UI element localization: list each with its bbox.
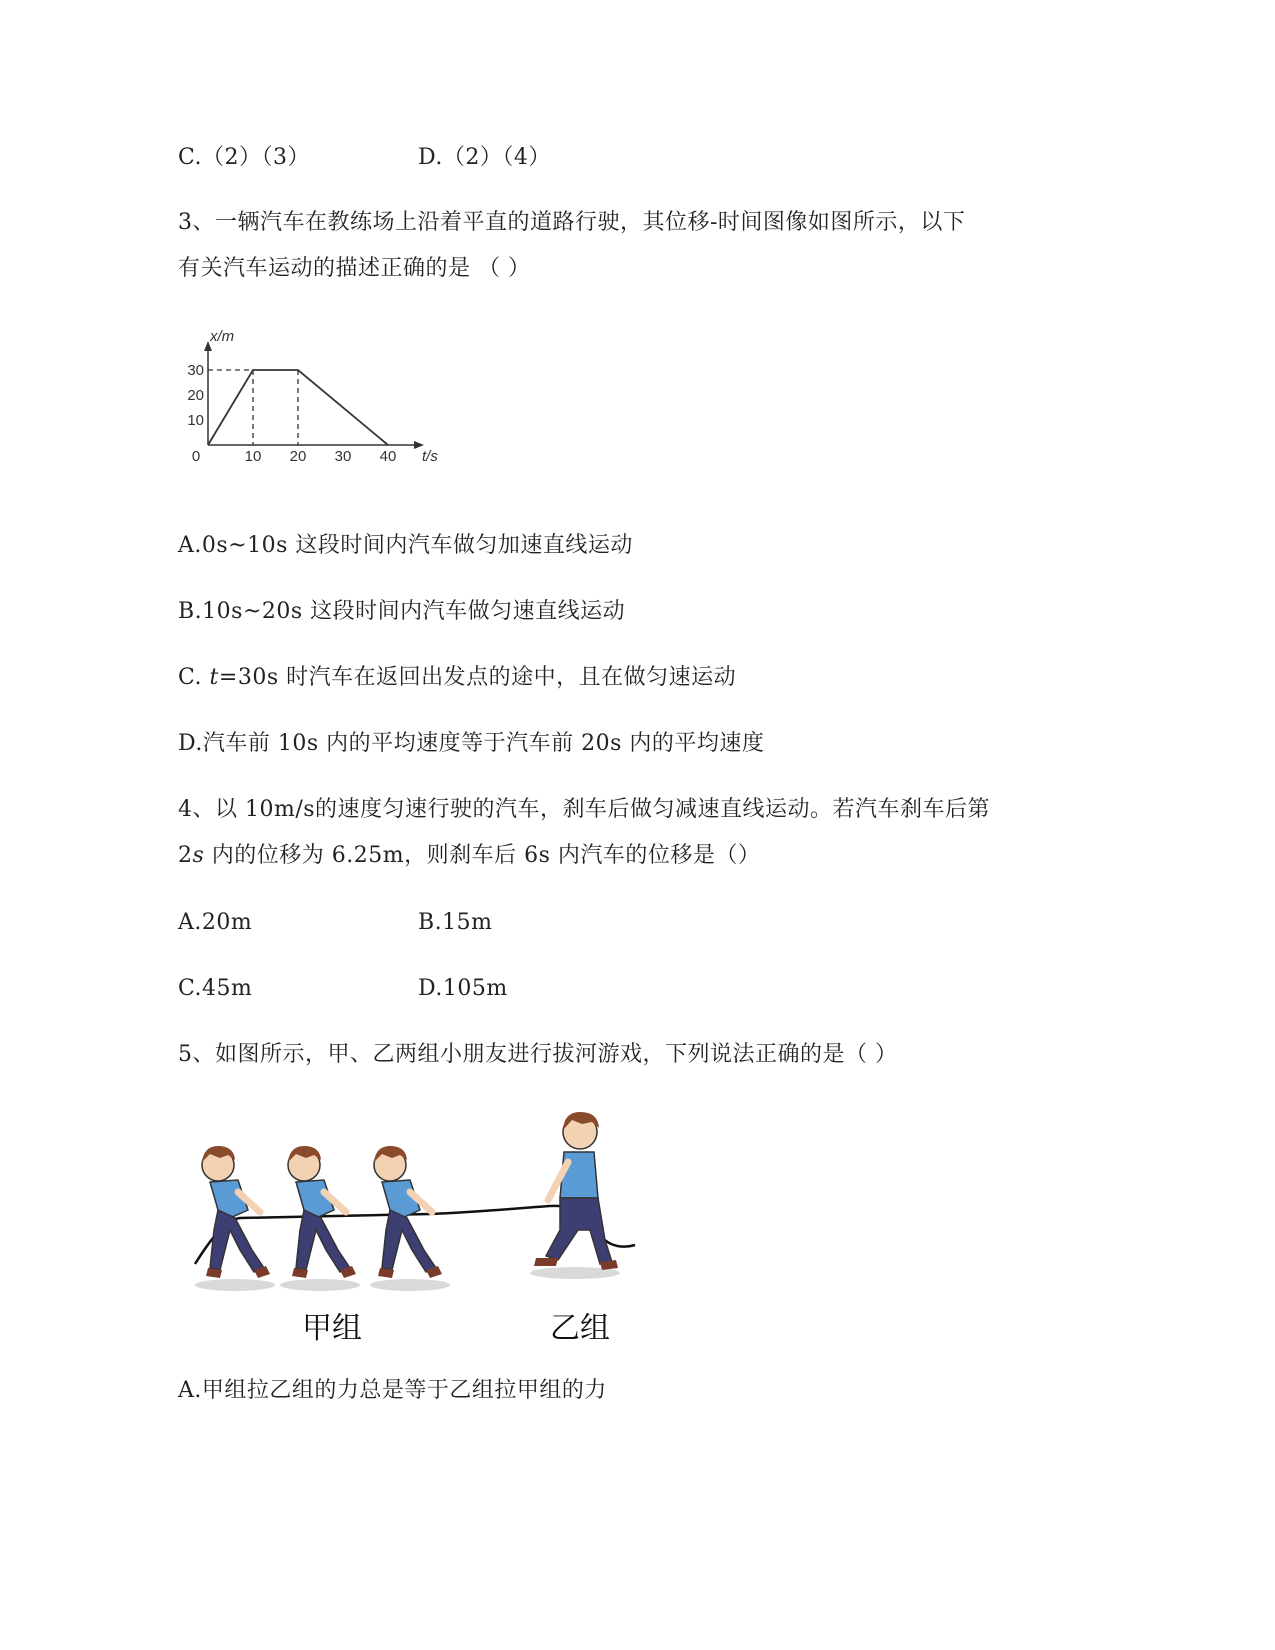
kid-team-b	[534, 1112, 618, 1270]
kid-team-a-1	[202, 1146, 270, 1278]
kid-team-a-3	[374, 1146, 442, 1278]
q4-stem-rest: 内的位移为 6.25m，则刹车后 6s 内汽车的位移是（）	[204, 843, 761, 868]
q3-stem-line2: 有关汽车运动的描述正确的是 （ ）	[178, 256, 531, 281]
x-tick-label: 10	[244, 448, 262, 465]
q3-option-c	[178, 663, 736, 693]
shadow	[195, 1279, 275, 1291]
q5-option-a: A.甲组拉乙组的力总是等于乙组拉甲组的力	[178, 1378, 607, 1403]
x-tick-label: 30	[334, 448, 352, 465]
q3-option-d: D.汽车前 10s 内的平均速度等于汽车前 20s 内的平均速度	[178, 731, 765, 756]
q4-option-d: D.105m	[418, 976, 508, 1001]
q4-stem-var: s	[192, 843, 205, 868]
q2-option-d: D.（2）（4）	[418, 145, 551, 170]
position-time-graph	[187, 325, 450, 490]
y-tick-label: 20	[187, 387, 204, 404]
x-tick-label: 20	[289, 448, 307, 465]
q2-option-c: C.（2）（3）	[178, 145, 311, 170]
q4-stem-line1: 4、以 10m/s的速度匀速行驶的汽车，刹车后做匀减速直线运动。若汽车刹车后第	[178, 797, 991, 822]
y-tick-label: 10	[187, 412, 204, 429]
q3-option-c-prefix: C.	[178, 665, 210, 690]
x-axis-label: t/s	[422, 448, 438, 465]
q4-stem-num: 2	[178, 843, 193, 868]
x-tick-label: 0	[191, 448, 201, 465]
q3-stem-line1: 3、一辆汽车在教练场上沿着平直的道路行驶，其位移-时间图像如图所示，以下	[178, 210, 966, 235]
y-tick-label: 30	[187, 362, 204, 379]
q3-option-b: B.10s~20s 这段时间内汽车做匀速直线运动	[178, 599, 626, 624]
team-b-label: 乙组	[550, 1311, 610, 1346]
q3-option-c-var: t	[209, 665, 219, 690]
q5-stem: 5、如图所示，甲、乙两组小朋友进行拔河游戏，下列说法正确的是（ ）	[178, 1042, 898, 1067]
team-a-label: 甲组	[302, 1311, 362, 1346]
shadow	[370, 1279, 450, 1291]
x-tick-label: 40	[379, 448, 397, 465]
q4-option-a: A.20m	[178, 910, 253, 935]
graph-plot-area	[187, 328, 438, 465]
shadow	[280, 1279, 360, 1291]
q3-option-c-rest: =30s 时汽车在返回出发点的途中，且在做匀速运动	[218, 665, 737, 690]
q4-option-c: C.45m	[178, 976, 253, 1001]
q4-option-b: B.15m	[418, 910, 493, 935]
q3-option-a: A.0s~10s 这段时间内汽车做匀加速直线运动	[178, 533, 633, 558]
y-axis-label: x/m	[210, 328, 235, 345]
q4-stem-line2	[178, 841, 760, 871]
kid-team-a-2	[288, 1146, 356, 1278]
